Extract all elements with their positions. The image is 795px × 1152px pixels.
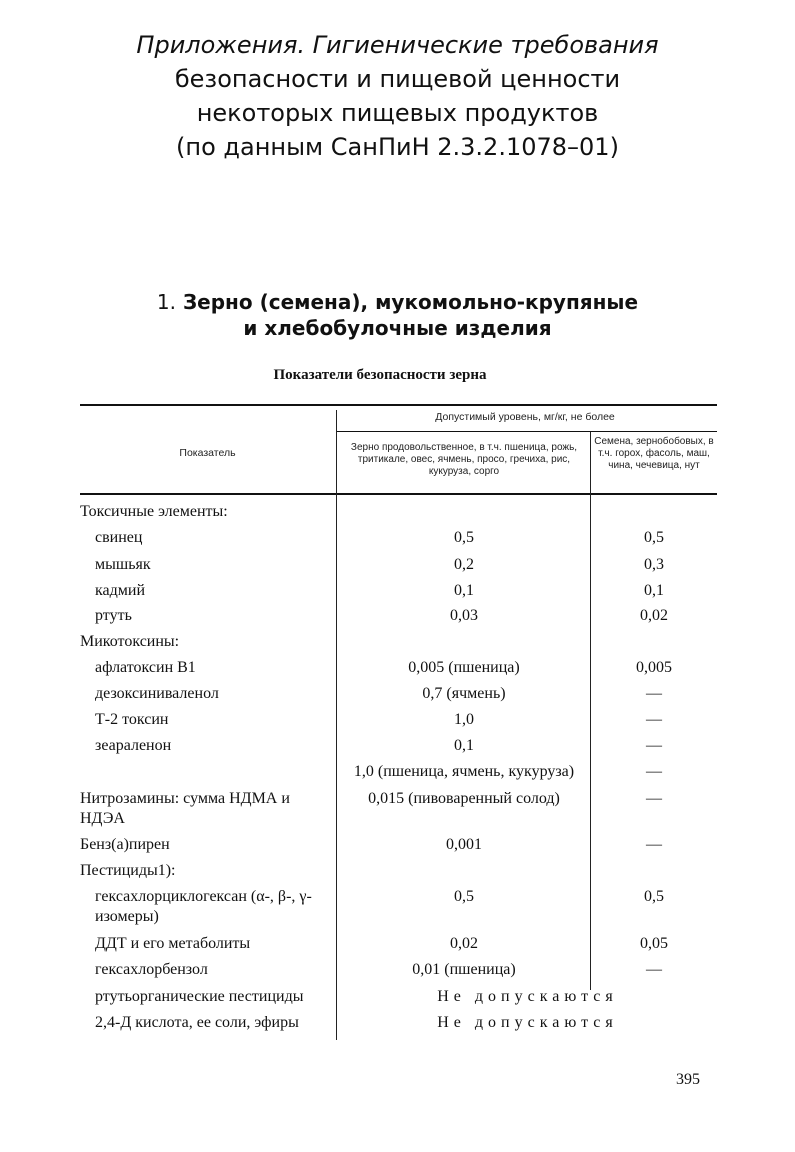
title-line: безопасности и пищевой ценности [174,65,621,93]
value-legumes: 0,5 [644,529,664,546]
value-grain: 0,01 (пшеница) [412,961,516,978]
value-legumes: — [646,737,662,754]
section-number: 1. [156,290,176,314]
page-number: 395 [676,1071,700,1088]
row-label: афлатоксин В1 [95,659,196,676]
value-grain: 1,0 (пшеница, ячмень, кукуруза) [353,763,575,780]
value-legumes: 0,1 [644,582,664,599]
value-grain: 0,001 [446,836,482,853]
value-grain: 0,015 (пивоваренный солод) [368,790,560,807]
value-legumes: — [646,790,662,807]
value-legumes: — [646,961,662,978]
row-label: гексахлорбензол [95,961,208,978]
value-grain: 0,005 (пшеница) [408,659,520,676]
row-label: Бенз(а)пирен [80,836,170,853]
value-legumes: — [646,763,662,780]
value-grain: 0,02 [450,935,478,952]
header-level: Допустимый уровень, мг/кг, не более [435,411,615,423]
row-label: свинец [95,529,143,546]
row-label: Нитрозамины: сумма НДМА и НДЭА [80,790,290,827]
row-label: Пестициды1): [80,862,176,879]
value-grain: 0,1 [454,582,474,599]
row-label: Токсичные элементы: [80,503,228,520]
value-legumes: — [646,685,662,702]
value-legumes: 0,02 [640,607,668,624]
title-line: Приложения. Гигиенические требования [136,31,659,59]
row-label: Микотоксины: [80,633,180,650]
value-legumes: — [646,711,662,728]
table-caption: Показатели безопасности зерна [273,367,487,383]
value-legumes: — [646,836,662,853]
row-label: Т-2 токсин [95,711,169,728]
title-line: некоторых пищевых продуктов [196,99,599,127]
section-title-line: и хлебобулочные изделия [243,316,552,340]
value-legumes: 0,5 [644,888,664,905]
row-label: кадмий [95,582,146,599]
row-label: ртуть [95,607,132,624]
value-legumes: 0,05 [640,935,668,952]
row-label: гексахлорциклогексан (α-, β-, γ-изомеры) [95,888,312,925]
value-grain: 0,5 [454,529,474,546]
value-grain: 0,1 [454,737,474,754]
value-grain: 1,0 [454,711,474,728]
row-label: зеараленон [95,737,172,754]
header-grain: Зерно продовольственное, в т.ч. пшеница, рожь, тритикале, овес, ячмень, просо, гречиха, рис, кукуруза, сорго [350,442,578,477]
row-label: ДДТ и его метаболиты [95,935,251,952]
value-grain: 0,2 [454,556,474,573]
header-indicator: Показатель [179,447,236,459]
row-label: 2,4-Д кислота, ее соли, эфиры [95,1014,299,1031]
title-line: (по данным СанПиН 2.3.2.1078–01) [176,133,619,161]
value-grain: 0,5 [454,888,474,905]
value-grain: 0,03 [450,607,478,624]
row-label: дезоксиниваленол [95,685,219,702]
section-title-line: Зерно (семена), мукомольно-крупяные [182,290,639,314]
value-legumes: 0,3 [644,556,664,573]
row-label: ртутьорганические пестициды [95,988,304,1005]
row-label: мышьяк [95,556,151,573]
header-legumes: Семена, зернобобовых, в т.ч. горох, фасоль, маш, чина, чечевица, нут [594,436,714,471]
value-not-allowed: Не допускаются [437,1014,618,1031]
value-grain: 0,7 (ячмень) [422,685,506,702]
value-legumes: 0,005 [636,659,672,676]
value-not-allowed: Не допускаются [437,988,618,1005]
